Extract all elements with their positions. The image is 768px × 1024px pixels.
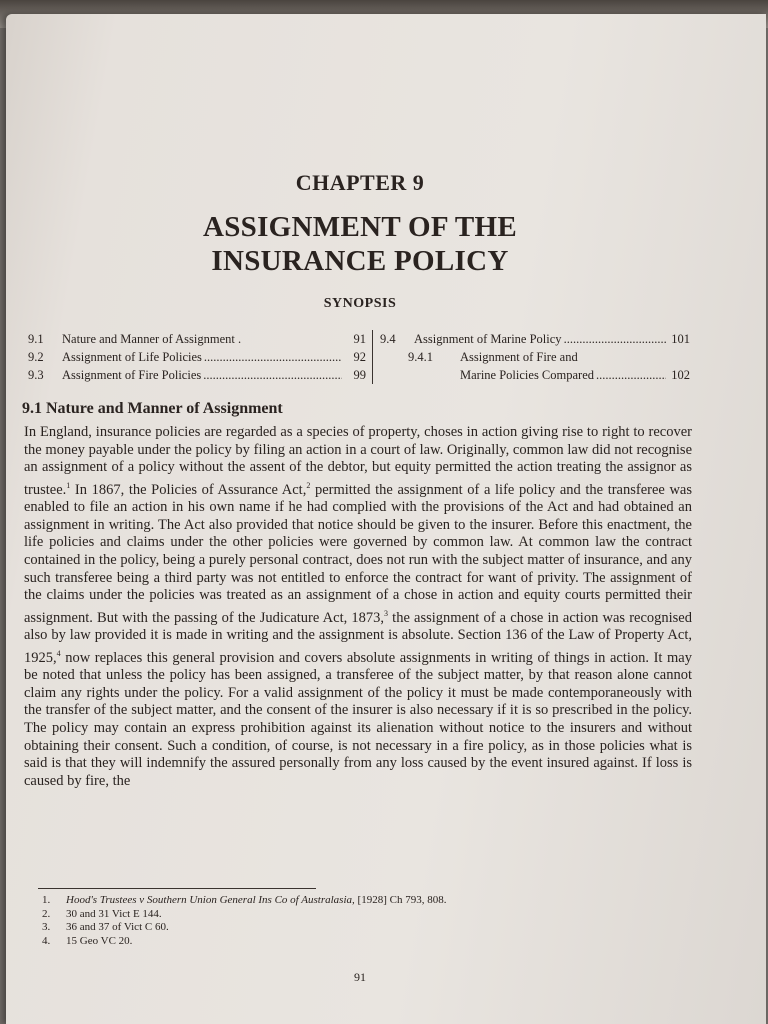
synopsis-entry xyxy=(28,330,366,348)
leader-dots xyxy=(203,366,342,384)
footnote-text: 30 and 31 Vict E 144. xyxy=(66,907,162,920)
leader-dots xyxy=(564,330,666,348)
synopsis-entry xyxy=(380,366,690,384)
paragraph-text: In 1867, the Policies of Assurance Act, xyxy=(70,481,307,498)
synopsis-heading: SYNOPSIS xyxy=(323,296,397,311)
footnote-number: 2. xyxy=(42,907,51,920)
footnote-divider xyxy=(38,888,316,889)
footnote-marker: 4 xyxy=(56,648,61,658)
synopsis-entry xyxy=(28,366,366,384)
synopsis-entry-number: 9.4.1 xyxy=(408,350,433,364)
synopsis-entry-title: Nature and Manner of Assignment . xyxy=(62,332,242,346)
section-heading: 9.1 Nature and Manner of Assignment xyxy=(22,400,283,417)
synopsis-entry-title: Assignment of Marine Policy xyxy=(414,332,562,346)
footnote-marker: 3 xyxy=(384,608,389,618)
footnote-marker: 1 xyxy=(66,480,71,490)
footnote-number: 1. xyxy=(42,894,51,906)
footnote xyxy=(42,894,682,908)
footnote xyxy=(42,908,682,922)
synopsis-entry-page: 102 xyxy=(671,368,690,382)
synopsis-entry-page: 91 xyxy=(353,332,366,346)
footnotes xyxy=(42,894,682,948)
synopsis-entry-page: 99 xyxy=(353,368,366,382)
synopsis-entry-number: 9.3 xyxy=(28,368,44,382)
synopsis-entry-number: 9.2 xyxy=(28,350,44,364)
synopsis-left-column xyxy=(28,330,366,384)
synopsis-entry-number: 9.4 xyxy=(380,332,396,346)
book-page xyxy=(6,14,766,1024)
body-paragraph xyxy=(24,424,692,790)
synopsis-entry-title: Assignment of Life Policies xyxy=(62,350,202,364)
synopsis-entry-title: Assignment of Fire and xyxy=(460,350,578,364)
footnote-text: 15 Geo VC 20. xyxy=(66,934,133,947)
footnote-marker: 2 xyxy=(306,480,311,490)
footnote xyxy=(42,935,682,949)
footnote-case-name: Hood's Trustees v Southern Union General Ins Co of Australasia, xyxy=(66,894,355,906)
synopsis-entry-page: 101 xyxy=(671,332,690,346)
synopsis-entry xyxy=(380,348,690,366)
paragraph-text: In England, insurance policies are regarded as a species of property, choses in action giving rise to right to recover the money payable under the policy by filing an action in a court of law. Originally, common law did not recognise an assignment of a policy without the assent of the debtor, but equity permitted the action treating the assignor as trustee. xyxy=(24,424,692,498)
footnote-text: [1928] Ch 793, 808. xyxy=(354,894,447,906)
footnote xyxy=(42,921,682,935)
paragraph-text: permitted the assignment of a life policy and the transferee was enabled to file an action in his own name if he had complied with the provisions of the Act and had obtained an assignment in writing. The Act also provided that notice should be given to the insurer. Before this enactment, the life policies and claims under the other policies were governed by common law. At common law the contract contained in the policy, being a purely personal contract, does not run with the subject matter of insurance, and any such transferee being a third party was not entitled to enforce the contract for want of privity. The assignment of the claims under the policies was treated as an assignment of a chose in action and equity courts permitted their assignment. But with the passing of the Judicature Act, 1873, xyxy=(24,481,693,626)
chapter-title-line-2: INSURANCE POLICY xyxy=(211,245,509,277)
synopsis-right-column xyxy=(380,330,690,384)
synopsis-entry-page: 92 xyxy=(353,350,366,364)
synopsis-divider xyxy=(372,330,373,384)
footnote-number: 3. xyxy=(42,921,51,933)
synopsis-entry xyxy=(380,330,690,348)
chapter-label: CHAPTER 9 xyxy=(295,170,425,195)
synopsis-entry-number: 9.1 xyxy=(28,332,44,346)
chapter-title-line-1: ASSIGNMENT OF THE xyxy=(203,211,517,243)
page-content xyxy=(20,14,700,1024)
synopsis-entry-title: Marine Policies Compared xyxy=(460,368,594,382)
leader-dots xyxy=(204,348,342,366)
synopsis-entry xyxy=(28,348,366,366)
synopsis-entry-title: Assignment of Fire Policies xyxy=(62,368,202,382)
footnote-text: 36 and 37 of Vict C 60. xyxy=(66,921,169,933)
page-number: 91 xyxy=(354,970,366,984)
leader-dots xyxy=(596,366,666,384)
footnote-number: 4. xyxy=(42,934,51,947)
chapter-title xyxy=(20,210,700,278)
paragraph-text: the assignment of a chose in action was recognised also by law provided it is made in writing and the assignment is absolute. Section 136 of the Law of Property Act, 1925, xyxy=(24,609,692,666)
paragraph-text: now replaces this general provision and covers absolute assignments in writing of things in action. It may be noted that unless the policy has been assigned, a transferee of the subject matter, by that reason alone cannot claim any rights under the policy. For a valid assignment of the policy it must be made contemporaneously with the transfer of the subject matter, and the consent of the insurer is also necessary if it is so prescribed in the policy. The policy may contain an express prohibition against its alienation without notice to the insurers and without obtaining their consent. Such a condition, of course, is not necessary in a fire policy, as in those policies what is said is that they will indemnify the assured personally from any loss caused by the event insured against. If loss is caused by fire, the xyxy=(24,649,692,789)
